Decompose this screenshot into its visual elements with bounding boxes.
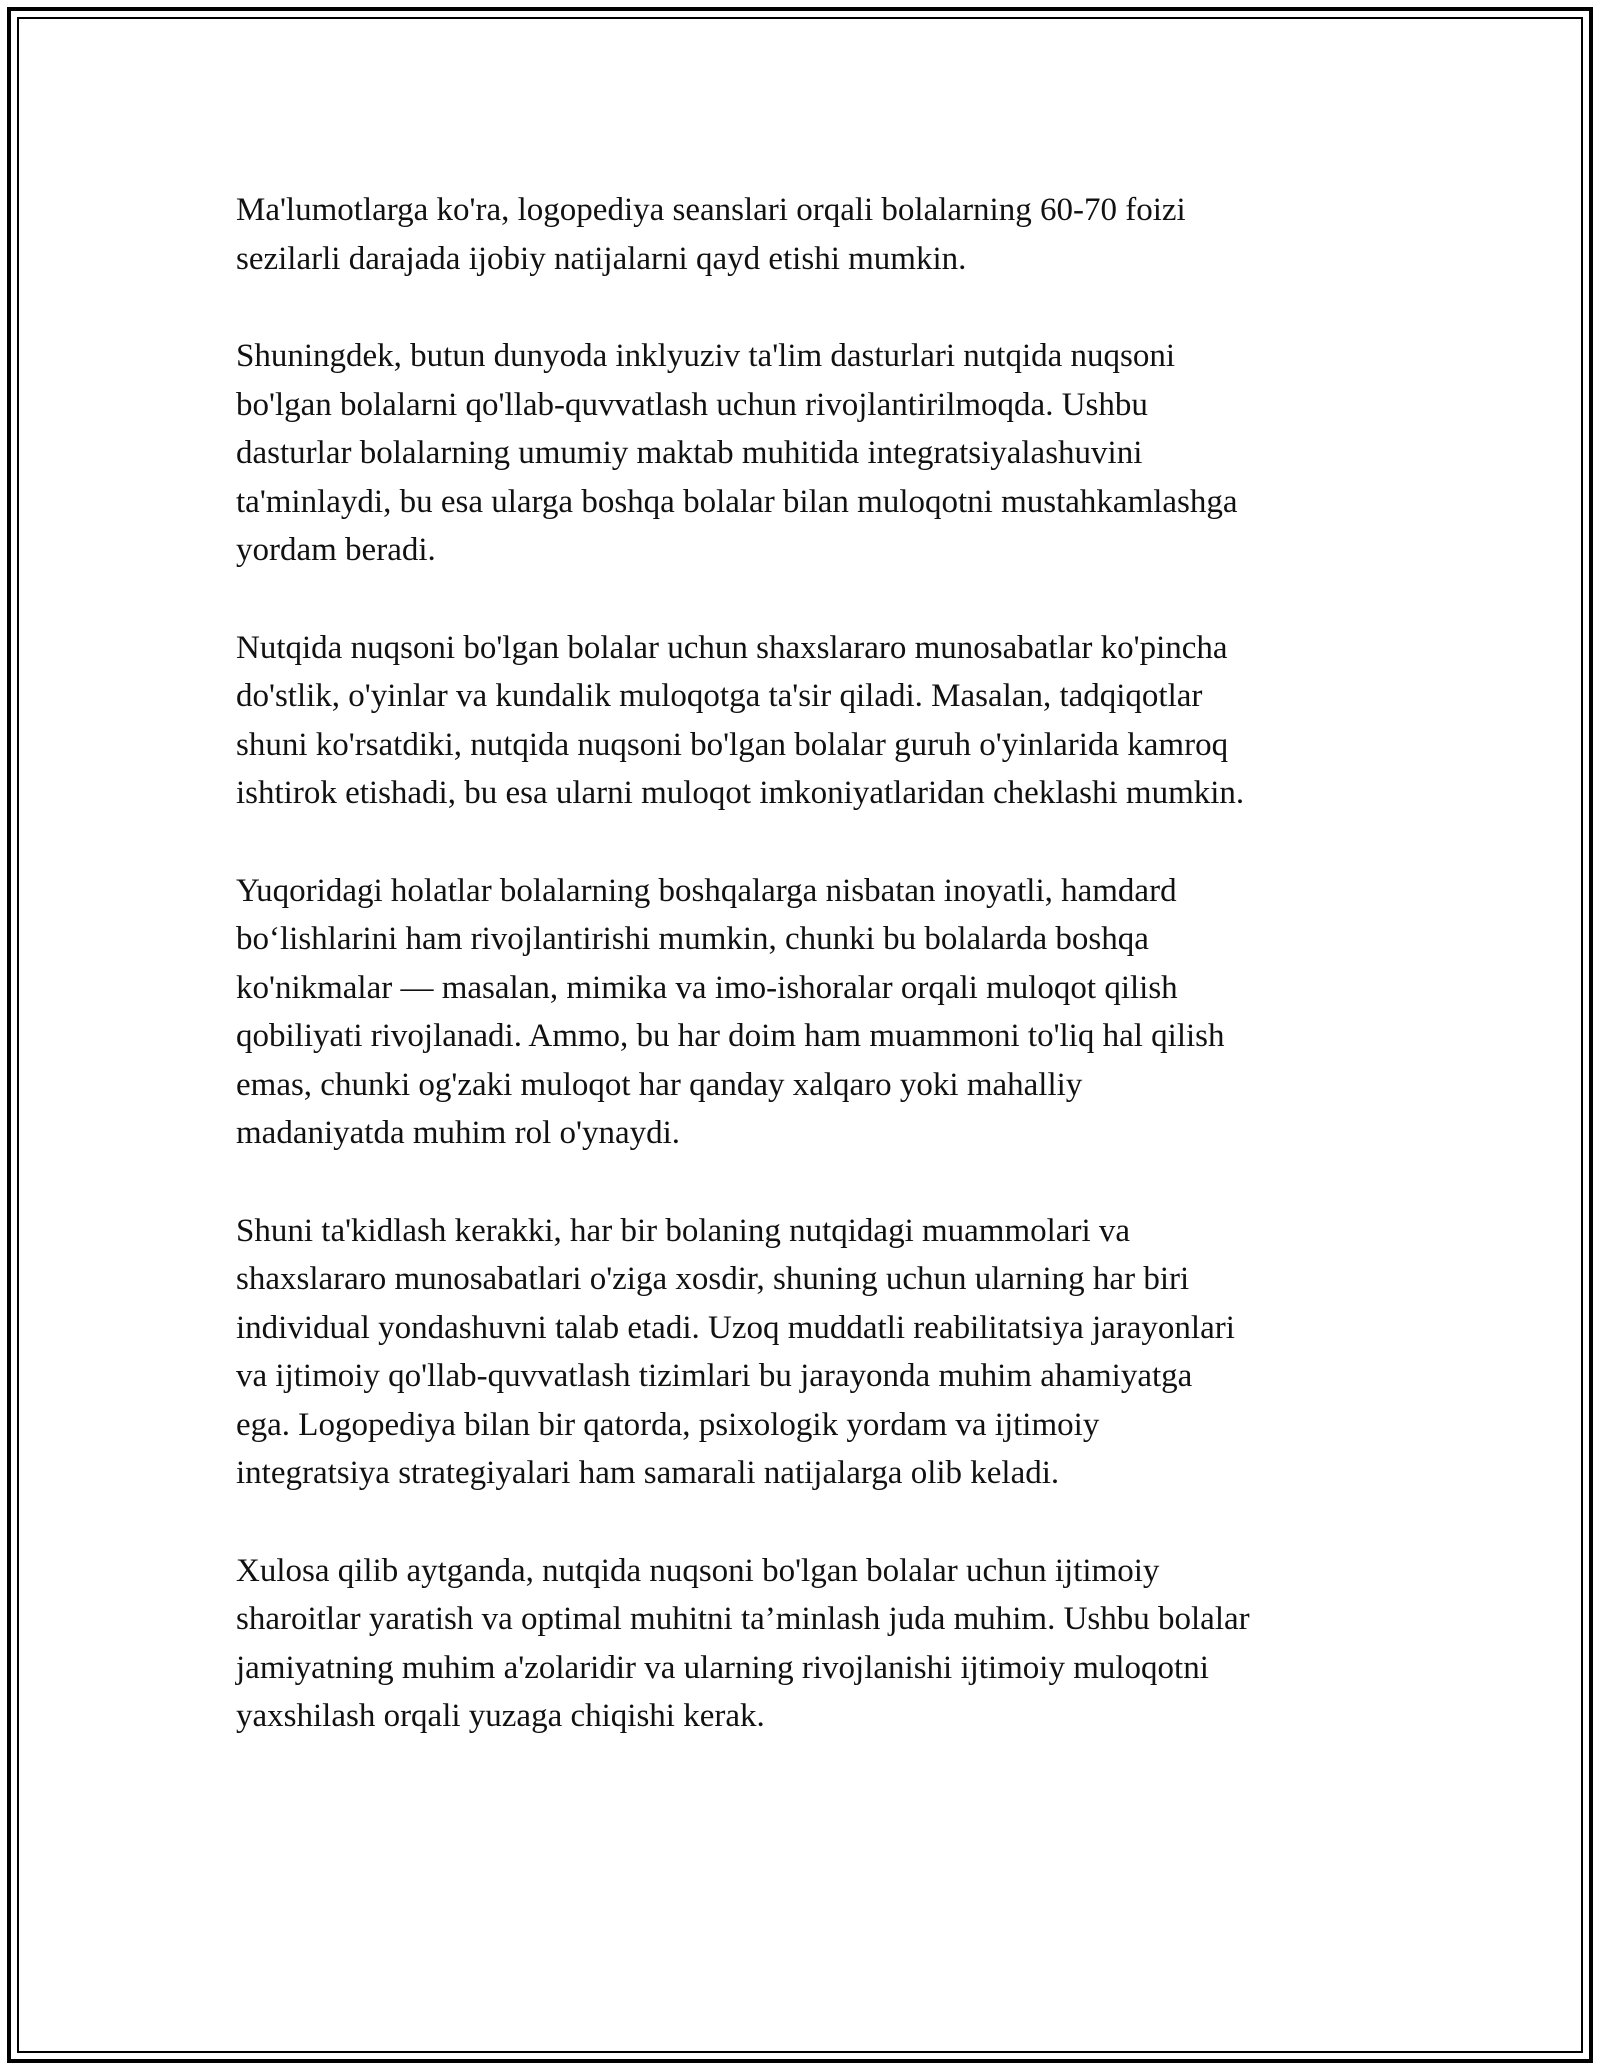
paragraph-inclusive-education: Shuningdek, butun dunyoda inklyuziv ta'lim dasturlari nutqida nuqsoni bo'lgan bolalarni qo'llab-quvvatlash uchun rivojlantirilmoqda. Ushbu dasturlar bolalarning umumiy maktab muhitida integratsiyalashuvini ta'minlaydi, bu esa ularga boshqa bolalar bilan muloqotni mustahkamlashga yordam beradi.	[236, 338, 1238, 568]
paragraph-compensatory-skills: Yuqoridagi holatlar bolalarning boshqalarga nisbatan inoyatli, hamdard bo‘lishlarini ham rivojlantirishi mumkin, chunki bu bolalarda boshqa ko'nikmalar — masalan, mimika va imo-ishoralar orqali muloqot qilish qobiliyati rivojlanadi. Ammo, bu har doim ham muammoni to'liq hal qilish emas, chunki og'zaki muloqot har qanday xalqaro yoki mahalliy madaniyatda muhim rol o'ynaydi.	[236, 872, 1225, 1151]
paragraph-conclusion: Xulosa qilib aytganda, nutqida nuqsoni bo'lgan bolalar uchun ijtimoiy sharoitlar yaratish va optimal muhitni ta’minlash juda muhim. Ushbu bolalar jamiyatning muhim a'zolaridir va ularning rivojlanishi ijtimoiy muloqotni yaxshilash orqali yuzaga chiqishi kerak.	[236, 1552, 1250, 1734]
document-body	[236, 186, 1376, 1741]
paragraph-interpersonal-relations: Nutqida nuqsoni bo'lgan bolalar uchun shaxslararo munosabatlar ko'pincha do'stlik, o'yinlar va kundalik muloqotga ta'sir qiladi. Masalan, tadqiqotlar shuni ko'rsatdiki, nutqida nuqsoni bo'lgan bolalar guruh o'yinlarida kamroq ishtirok etishadi, bu esa ularni muloqot imkoniyatlaridan cheklashi mumkin.	[236, 629, 1245, 811]
paragraph-individual-approach: Shuni ta'kidlash kerakki, har bir bolaning nutqidagi muammolari va shaxslararo munosabatlari o'ziga xosdir, shuning uchun ularning har biri individual yondashuvni talab etadi. Uzoq muddatli reabilitatsiya jarayonlari va ijtimoiy qo'llab-quvvatlash tizimlari bu jarayonda muhim ahamiyatga ega. Logopediya bilan bir qatorda, psixologik yordam va ijtimoiy integratsiya strategiyalari ham samarali natijalarga olib keladi.	[236, 1212, 1235, 1491]
paragraph-statistics: Ma'lumotlarga ko'ra, logopediya seanslari orqali bolalarning 60-70 foizi sezilarli darajada ijobiy natijalarni qayd etishi mumkin.	[236, 192, 1186, 277]
